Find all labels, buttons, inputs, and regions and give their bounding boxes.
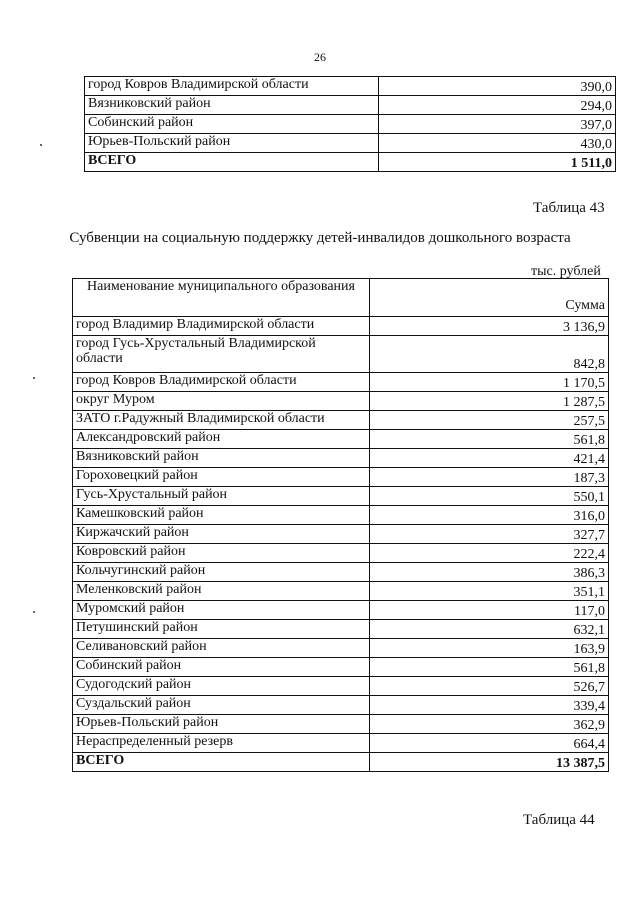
row-name: Собинский район [73,658,370,677]
total-row [85,153,616,172]
row-value: 3 136,9 [370,317,609,336]
row-value: 561,8 [370,430,609,449]
row-name: город Ковров Владимирской области [73,373,370,392]
row-name: Вязниковский район [73,449,370,468]
row-value: 327,7 [370,525,609,544]
row-value: 316,0 [370,506,609,525]
row-value: 390,0 [379,77,616,96]
row-value: 351,1 [370,582,609,601]
table-row [73,506,609,525]
row-name: Камешковский район [73,506,370,525]
row-value: 294,0 [379,96,616,115]
table-44-label: Таблица 44 [523,812,595,828]
table-row [73,317,609,336]
table-row [73,696,609,715]
row-value: 561,8 [370,658,609,677]
table-row [73,487,609,506]
row-name: Суздальский район [73,696,370,715]
row-value: 339,4 [370,696,609,715]
table-row [73,544,609,563]
row-name: Гороховецкий район [73,468,370,487]
scan-speck [33,611,35,613]
table-row [85,96,616,115]
table-row [73,715,609,734]
row-value: 397,0 [379,115,616,134]
row-name: город Владимир Владимирской области [73,317,370,336]
row-name: Юрьев-Польский район [73,715,370,734]
row-name: Муромский район [73,601,370,620]
row-value: 257,5 [370,411,609,430]
row-value: 842,8 [370,336,609,373]
row-value: 430,0 [379,134,616,153]
row-value: 1 287,5 [370,392,609,411]
total-row [73,753,609,772]
table-43 [72,278,609,772]
table-row [73,525,609,544]
row-name: Собинский район [85,115,379,134]
header-name: Наименование муниципального образования [73,279,370,317]
row-value: 187,3 [370,468,609,487]
table-row [73,582,609,601]
row-name: Гусь-Хрустальный район [73,487,370,506]
row-name: город Гусь-Хрустальный Владимирской области [73,336,370,373]
row-name: город Ковров Владимирской области [85,77,379,96]
row-value: 421,4 [370,449,609,468]
total-label: ВСЕГО [73,753,370,772]
table-row [73,677,609,696]
row-name: округ Муром [73,392,370,411]
row-name: Киржачский район [73,525,370,544]
row-value: 550,1 [370,487,609,506]
table-row [73,449,609,468]
row-value: 117,0 [370,601,609,620]
table-row [85,77,616,96]
row-name: Селивановский район [73,639,370,658]
table-row [73,392,609,411]
table-row [73,563,609,582]
table-43-caption: Субвенции на социальную поддержку детей-инвалидов дошкольного возраста [69,230,571,246]
table-row [73,373,609,392]
table-row [85,115,616,134]
row-name: Нераспределенный резерв [73,734,370,753]
page-number: 26 [314,50,326,64]
row-value: 386,3 [370,563,609,582]
table-row [73,411,609,430]
row-name: Вязниковский район [85,96,379,115]
row-name: Кольчугинский район [73,563,370,582]
table-row [85,134,616,153]
table-row [73,639,609,658]
row-value: 163,9 [370,639,609,658]
scan-speck [40,144,42,146]
row-name: Судогодский район [73,677,370,696]
table-continued [84,76,616,172]
total-value: 1 511,0 [379,153,616,172]
scan-speck [33,377,35,379]
table-row [73,336,609,373]
row-name: Петушинский район [73,620,370,639]
table-row [73,601,609,620]
table-row [73,734,609,753]
row-value: 632,1 [370,620,609,639]
table-row [73,430,609,449]
total-value: 13 387,5 [370,753,609,772]
row-name: Александровский район [73,430,370,449]
row-name: Меленковский район [73,582,370,601]
row-name: Юрьев-Польский район [85,134,379,153]
table-43-label: Таблица 43 [533,200,605,216]
row-value: 1 170,5 [370,373,609,392]
table-row [73,468,609,487]
row-name: ЗАТО г.Радужный Владимирской области [73,411,370,430]
table-header-row [73,279,609,317]
row-value: 526,7 [370,677,609,696]
header-sum: Сумма [370,279,609,317]
units-label: тыс. рублей [531,264,601,279]
row-value: 664,4 [370,734,609,753]
row-name: Ковровский район [73,544,370,563]
row-value: 222,4 [370,544,609,563]
total-label: ВСЕГО [85,153,379,172]
table-row [73,658,609,677]
table-row [73,620,609,639]
row-value: 362,9 [370,715,609,734]
